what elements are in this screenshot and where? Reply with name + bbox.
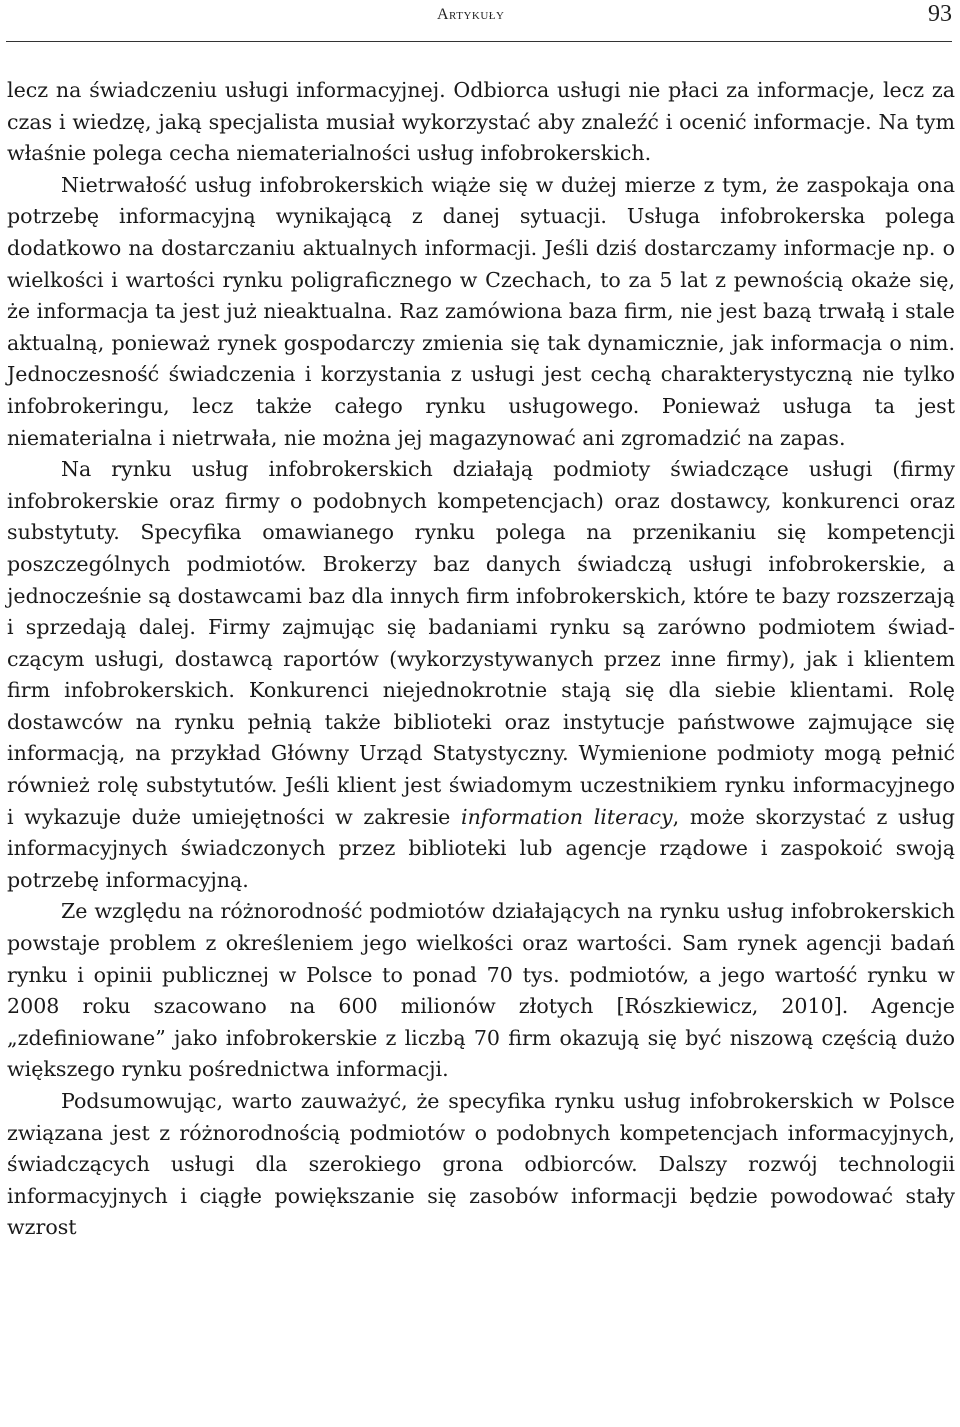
paragraph-5-text: Podsumowując, warto zauważyć, że specyfika rynku usług infobrokerskich w Polsce związana jest z różnorodnością podmiotów o podobnych kompetencjach informacyjnych, świadczących usługi dla szerokiego grona odbiorców. Dalszy rozwój technologii informacyjnych i ciągłe powiększanie się zasobów informacji będzie powodować stały wzrost [7, 1089, 955, 1240]
paragraph-1 [7, 75, 955, 170]
page-number: 93 [928, 1, 952, 27]
paragraph-2-text: Nietrwałość usług infobrokerskich wiąże się w dużej mierze z tym, że zaspokaja ona potrzebę informacyjną wynikającą z danej sytuacji. Usługa infobrokerska polega dodatkowo na dostarczaniu aktualnych informacji. Jeśli dziś dostarczamy informacje np. o wielkości i wartości rynku poligraficznego w Czechach, to za 5 lat z pewnością okaże się, że informacja ta jest już nieaktualna. Raz zamówiona baza firm, nie jest bazą trwałą i stale aktualną, ponieważ rynek gospodarczy zmienia się tak dynamicznie, jak informacja o nim. Jednoczesność świadczenia i korzystania z usługi jest cechą charakterystyczną nie tylko infobrokeringu, lecz także całego rynku usługowego. Ponieważ usługa ta jest niematerialna i nietrwała, nie można jej magazynować ani zgromadzić na zapas. [7, 172, 955, 450]
paragraph-4-text: Ze względu na różnorodność podmiotów działających na rynku usług infobrokerskich powstaje problem z określeniem jego wielkości oraz wartości. Sam rynek agencji badań rynku i opinii publicznej w Polsce to ponad 70 tys. podmiotów, a jego wartość rynku w 2008 roku szacowano na 600 milionów złotych [Rószkiewicz, 2010]. Agencje „zdefiniowane” jako infobrokerskie z liczbą 70 firm okazują się być niszową częścią dużo większego rynku pośrednictwa informacji. [7, 899, 955, 1082]
paragraph-2 [7, 170, 955, 454]
section-title: Artykuły [437, 6, 505, 23]
header-rule [6, 41, 952, 42]
paragraph-3-italic-term: information literacy [461, 804, 673, 829]
paragraph-3-text: Na rynku usług infobrokerskich działają podmioty świadczące usługi (firmy infobrokerskie oraz firmy o podobnych kompetencjach) oraz dostawcy, konkurenci oraz substytuty. Specyfika omawianego rynku polega na przenikaniu się kompetencji poszczególnych podmiotów. Brokerzy baz danych świadczą usługi infobrokerskie, a jednocześnie są dostawcami baz dla innych firm infobrokerskich, które te bazy rozszerzają i sprzedają dalej. Firmy zajmując się badaniami rynku są zarówno podmiotem świadczącym usługi, dostawcą raportów (wykorzystywanych przez inne firmy), jak i klientem firm infobrokerskich. Konkurenci niejednokrotnie stają się dla siebie klientami. Rolę dostawców na rynku pełnią także biblioteki oraz instytucje państwowe zajmujące się informacją, na przykład Główny Urząd Statystyczny. Wymienione podmioty mogą pełnić również rolę substytutów. Jeśli klient jest świadomym uczestnikiem rynku informacyjnego i wykazuje duże umiejętności w zakresie [7, 457, 955, 829]
paragraph-5 [7, 1086, 955, 1244]
article-body [7, 75, 955, 1244]
paragraph-4 [7, 896, 955, 1086]
paragraph-3 [7, 454, 955, 896]
running-head [0, 0, 960, 44]
paragraph-3-text-after: , może skorzystać z usług informacyjnych świadczonych przez biblioteki lub agencje rządowe i zaspokoić swoją potrzebę informacyjną. [7, 804, 955, 892]
paragraph-1-text: lecz na świadczeniu usługi informacyjnej. Odbiorca usługi nie płaci za informacje, lecz za czas i wiedzę, jaką specjalista musiał wykorzystać aby znaleźć i ocenić informacje. Na tym właśnie polega cecha niematerialności usług infobrokerskich. [7, 78, 955, 166]
